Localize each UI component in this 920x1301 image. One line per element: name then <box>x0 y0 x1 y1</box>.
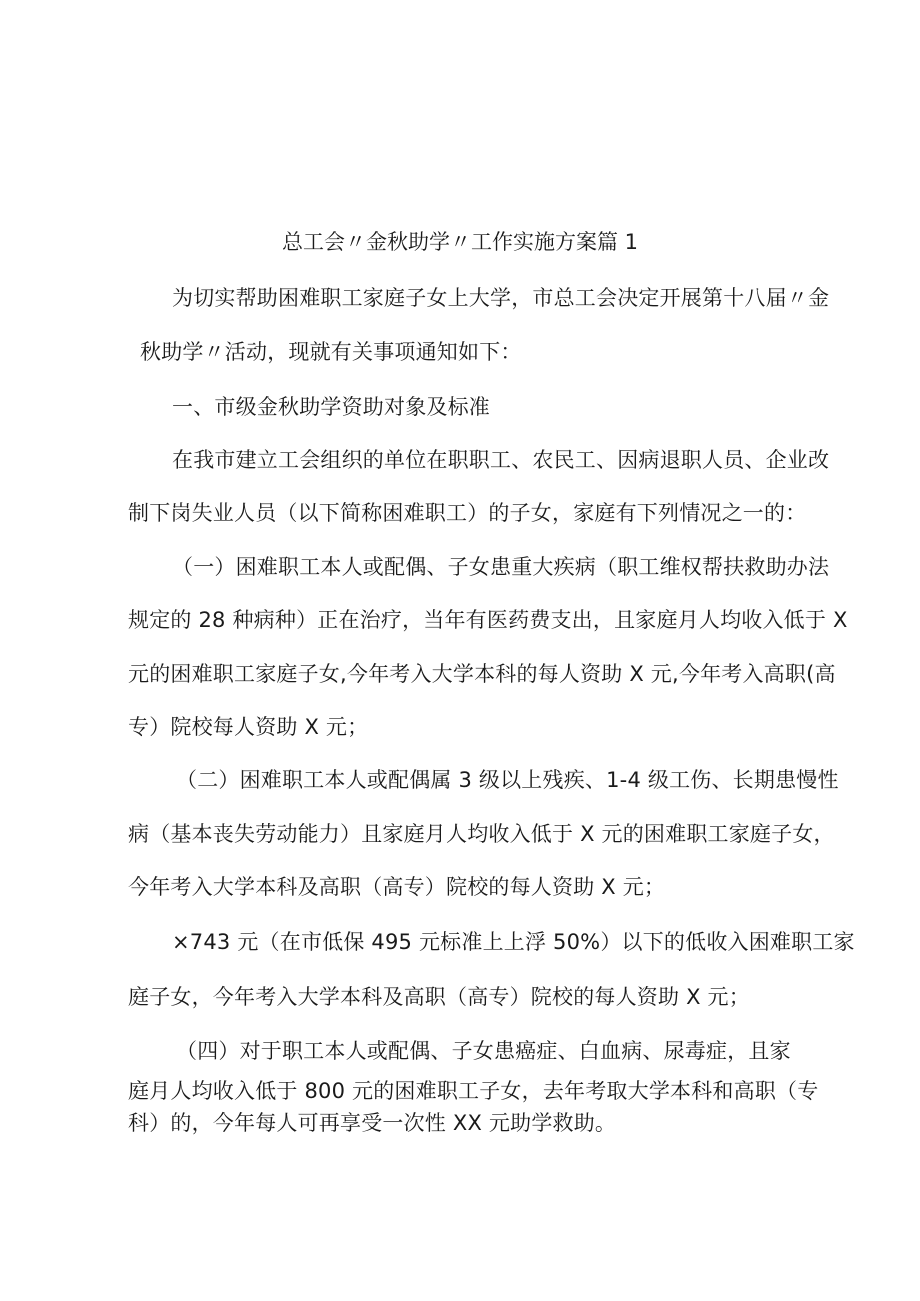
paragraph-line: （二）困难职工本人或配偶属 3 级以上残疾、1-4 级工伤、长期患慢性 <box>176 768 839 792</box>
paragraph-line: 制下岗失业人员（以下简称困难职工）的子女，家庭有下列情况之一的： <box>128 501 807 525</box>
paragraph-line: （一）困难职工本人或配偶、子女患重大疾病（职工维权帮扶救助办法 <box>172 555 830 579</box>
paragraph-line: 为切实帮助困难职工家庭子女上大学，市总工会决定开展第十八届〃金 <box>172 286 830 310</box>
paragraph-line: 病（基本丧失劳动能力）且家庭月人均收入低于 X 元的困难职工家庭子女， <box>128 822 835 846</box>
paragraph-line: 秋助学〃活动，现就有关事项通知如下： <box>140 340 522 364</box>
paragraph-line: 元的困难职工家庭子女,今年考入大学本科的每人资助 X 元,今年考入高职(高 <box>128 662 836 686</box>
section-heading: 一、市级金秋助学资助对象及标准 <box>172 395 490 419</box>
paragraph-line: 庭子女，今年考入大学本科及高职（高专）院校的每人资助 X 元； <box>128 985 750 1009</box>
paragraph-line: 专）院校每人资助 X 元； <box>128 715 369 739</box>
paragraph-line: 在我市建立工会组织的单位在职职工、农民工、因病退职人员、企业改 <box>172 448 830 472</box>
paragraph-line: 规定的 28 种病种）正在治疗，当年有医药费支出，且家庭月人均收入低于 X <box>128 608 848 632</box>
paragraph-line: 科）的，今年每人可再享受一次性 XX 元助学救助。 <box>128 1111 617 1135</box>
paragraph-line: 今年考入大学本科及高职（高专）院校的每人资助 X 元； <box>128 875 666 899</box>
paragraph-line: ×743 元（在市低保 495 元标准上上浮 50%）以下的低收入困难职工家 <box>172 930 855 954</box>
document-title: 总工会〃金秋助学〃工作实施方案篇 1 <box>281 230 639 254</box>
paragraph-line: （四）对于职工本人或配偶、子女患癌症、白血病、尿毒症，且家 <box>176 1039 791 1063</box>
paragraph-line: 庭月人均收入低于 800 元的困难职工子女，去年考取大学本科和高职（专 <box>128 1079 819 1103</box>
